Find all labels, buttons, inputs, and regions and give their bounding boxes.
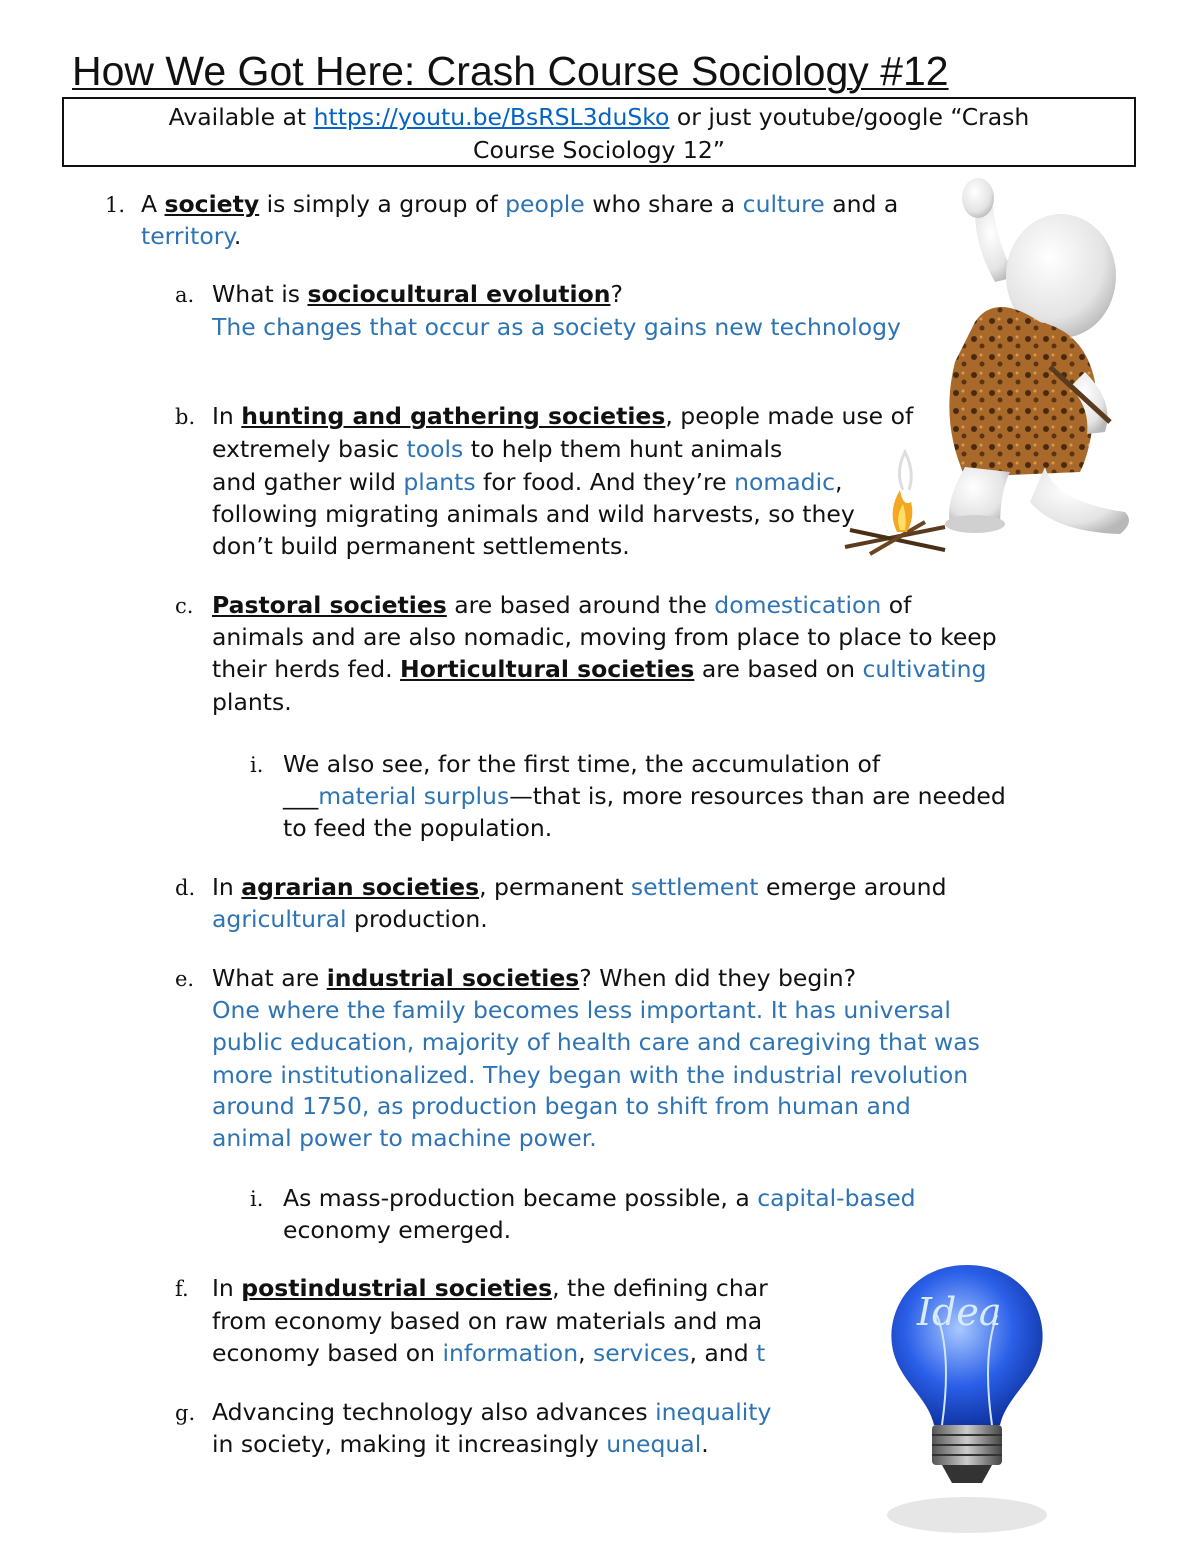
item-e-answer-line-4: around 1750, as production began to shift from human and [212,1092,911,1120]
page-title: How We Got Here: Crash Course Sociology #12 [72,48,949,94]
answer-material-surplus: material surplus [318,782,510,810]
marker-d: d. [175,876,196,900]
source-line-2: Course Sociology 12” [473,136,725,164]
item-e-question: What are industrial societies? When did they begin? [212,964,857,992]
marker-b: b. [175,405,196,429]
answer-inequality: inequality [655,1398,772,1426]
item-b-line-3: and gather wild plants for food. And they’re nomadic, [212,468,843,496]
item-ci-line-1: We also see, for the first time, the accumulation of [283,750,881,778]
term-hunting-gathering: hunting and gathering societies [241,402,666,430]
answer-agricultural: agricultural [212,905,347,933]
item-g-line-1: Advancing technology also advances inequality [212,1398,772,1426]
answer-culture: culture [742,190,825,218]
marker-e-i: i. [250,1187,264,1211]
term-agrarian: agrarian societies [241,873,480,901]
item-c-line-3: their herds fed. Horticultural societies are based on cultivating [212,655,987,683]
item-1-line-2: territory. [141,222,242,250]
marker-a: a. [175,283,195,307]
item-ei-line-1: As mass-production became possible, a capital-based [283,1184,916,1212]
item-e-answer-line-2: public education, majority of health care and caregiving that was [212,1028,980,1056]
item-a-answer: The changes that occur as a society gains new technology [212,313,901,341]
answer-people: people [505,190,585,218]
answer-unequal: unequal [606,1430,702,1458]
item-d-line-2: agricultural production. [212,905,488,933]
marker-c-i: i. [250,753,264,777]
source-line-1: Available at https://youtu.be/BsRSL3duSko or just youtube/google “Crash [168,103,1030,131]
item-ci-line-2: ___material surplus—that is, more resources than are needed [283,782,1006,810]
item-f-line-1: In postindustrial societies, the defining char [212,1274,768,1302]
youtube-link[interactable]: https://youtu.be/BsRSL3duSko [313,103,670,131]
answer-tools: tools [406,435,464,463]
marker-e: e. [175,967,195,991]
item-d-line-1: In agrarian societies, permanent settlement emerge around [212,873,947,901]
term-industrial: industrial societies [326,964,580,992]
item-e-answer-line-1: One where the family becomes less important. It has universal [212,996,951,1024]
marker-1: 1. [105,193,126,217]
marker-c: c. [175,594,194,618]
item-b-line-1: In hunting and gathering societies, people made use of [212,402,914,430]
answer-services: services [593,1339,690,1367]
answer-cultivating: cultivating [862,655,987,683]
marker-f: f. [175,1277,189,1301]
item-e-answer-line-5: animal power to machine power. [212,1124,597,1152]
source-box [62,97,1136,167]
item-ci-line-3: to feed the population. [283,814,553,842]
term-postindustrial: postindustrial societies [241,1274,553,1302]
item-ei-line-2: economy emerged. [283,1216,512,1244]
item-g-line-2: in society, making it increasingly unequal. [212,1430,709,1458]
item-f-line-2: from economy based on raw materials and ma [212,1307,763,1335]
answer-plants: plants [403,468,476,496]
bulb-word: Idea [917,1290,1002,1334]
item-c-line-1: Pastoral societies are based around the domestication of [212,591,912,619]
answer-territory: territory [141,222,234,250]
term-sociocultural-evolution: sociocultural evolution [307,280,611,308]
answer-t: t [756,1339,766,1367]
item-c-line-4: plants. [212,688,292,716]
item-e-answer-line-3: more institutionalized. They began with the industrial revolution [212,1061,969,1089]
item-f-line-3: economy based on information, services, and t [212,1339,766,1367]
term-society: society [164,190,260,218]
term-horticultural: Horticultural societies [400,655,695,683]
item-b-line-4: following migrating animals and wild harvests, so they [212,500,855,528]
caveman-illustration [825,172,1155,562]
item-b-line-5: don’t build permanent settlements. [212,532,630,560]
answer-nomadic: nomadic [734,468,836,496]
marker-g: g. [175,1401,196,1425]
answer-information: information [442,1339,579,1367]
answer-domestication: domestication [714,591,882,619]
item-1-line-1: A society is simply a group of people who share a culture and a [141,190,899,218]
answer-capital-based: capital-based [757,1184,916,1212]
lightbulb-illustration [872,1255,1062,1545]
item-a-question: What is sociocultural evolution? [212,280,623,308]
item-b-line-2: extremely basic tools to help them hunt animals [212,435,783,463]
item-c-line-2: animals and are also nomadic, moving from place to place to keep [212,623,997,651]
term-pastoral: Pastoral societies [212,591,447,619]
answer-settlement: settlement [630,873,759,901]
